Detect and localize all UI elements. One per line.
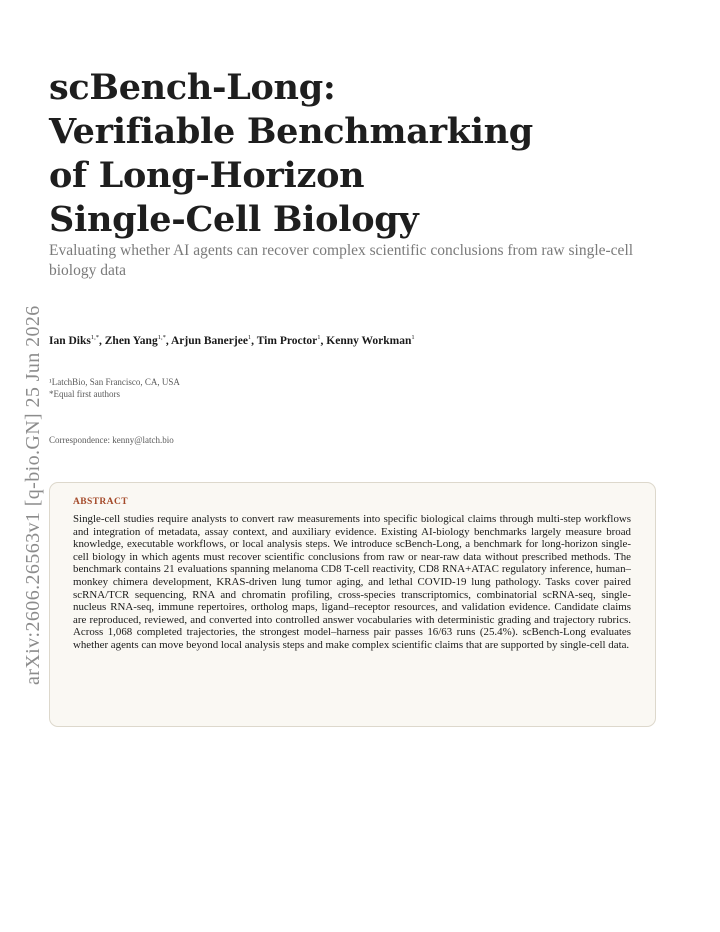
author-affiliation-mark: 1 [411,334,415,341]
abstract-heading: ABSTRACT [73,497,128,507]
affiliation-line: ¹LatchBio, San Francisco, CA, USA [49,377,180,387]
title-line: scBench-Long: [49,67,336,108]
author-list: Ian Diks$^{1,*}$, Zhen Yang$^{1,*}$, Arjun Banerjee$^1$, Tim Proctor$^1$, Kenny Workman$^1$ [49,334,415,347]
affiliation-line: *Equal first authors [49,389,120,399]
title-line: Verifiable Benchmarking [49,111,533,152]
author-affiliation-mark: 1 [247,334,252,341]
author-name: Kenny Workman [326,334,412,347]
abstract-text: Single-cell studies require analysts to convert raw measurements into specific biological claims through multi-step workflows and integration of metadata, assay context, and auxiliary evidence. Existing AI-biology benchmarks largely measure broad knowledge, executable workflows, or local analysis steps. We introduce scBench-Long, a benchmark for long-horizon single-cell biology in which agents must recover scientific conclusions from raw or near-raw data without prescribed methods. The benchmark contains 21 evaluations spanning melanoma CD8 T-cell reactivity, CD8 RNA+ATAC regulatory inference, human–monkey chimera development, KRAS-driven lung tumor aging, and lethal COVID-19 lung pathology. Tasks cover paired scRNA/TCR sequencing, RNA and chromatin profiling, cross-species transcriptomics, combinatorial scRNA-seq, single-nucleus RNA-seq, immune repertoires, ortholog maps, ligand–receptor resources, and validation evidence. Candidate claims are reproduced, reviewed, and converted into controlled answer vocabularies with deterministic grading and trajectory rubrics. Across 1,068 completed trajectories, the strongest model–harness pair passes 16/63 runs (25.4%). scBench-Long evaluates whether agents can move beyond local analysis steps and make complex scientific claims that are supported by single-cell data. [73,513,631,651]
paper-title [49,66,669,242]
title-line: of Long-Horizon [49,155,365,196]
affiliations [49,376,449,400]
paper-subtitle: Evaluating whether AI agents can recover complex scientific conclusions from raw single-cell biology data [49,242,634,279]
abstract-box [49,482,656,727]
title-line: Single-Cell Biology [49,199,419,240]
author-name: Arjun Banerjee [170,334,248,347]
correspondence: Correspondence: kenny@latch.bio [49,435,174,445]
author-name: Tim Proctor [256,334,318,347]
author-affiliation-mark: 1,* [157,334,166,341]
author-affiliation-mark: 1,* [90,334,99,341]
author-affiliation-mark: 1 [317,334,321,341]
author-name: Zhen Yang [104,334,158,347]
arxiv-identifier: arXiv:2606.26563v1 [q-bio.GN] 25 Jun 2026 [22,305,44,685]
author-name: Ian Diks [49,334,91,347]
